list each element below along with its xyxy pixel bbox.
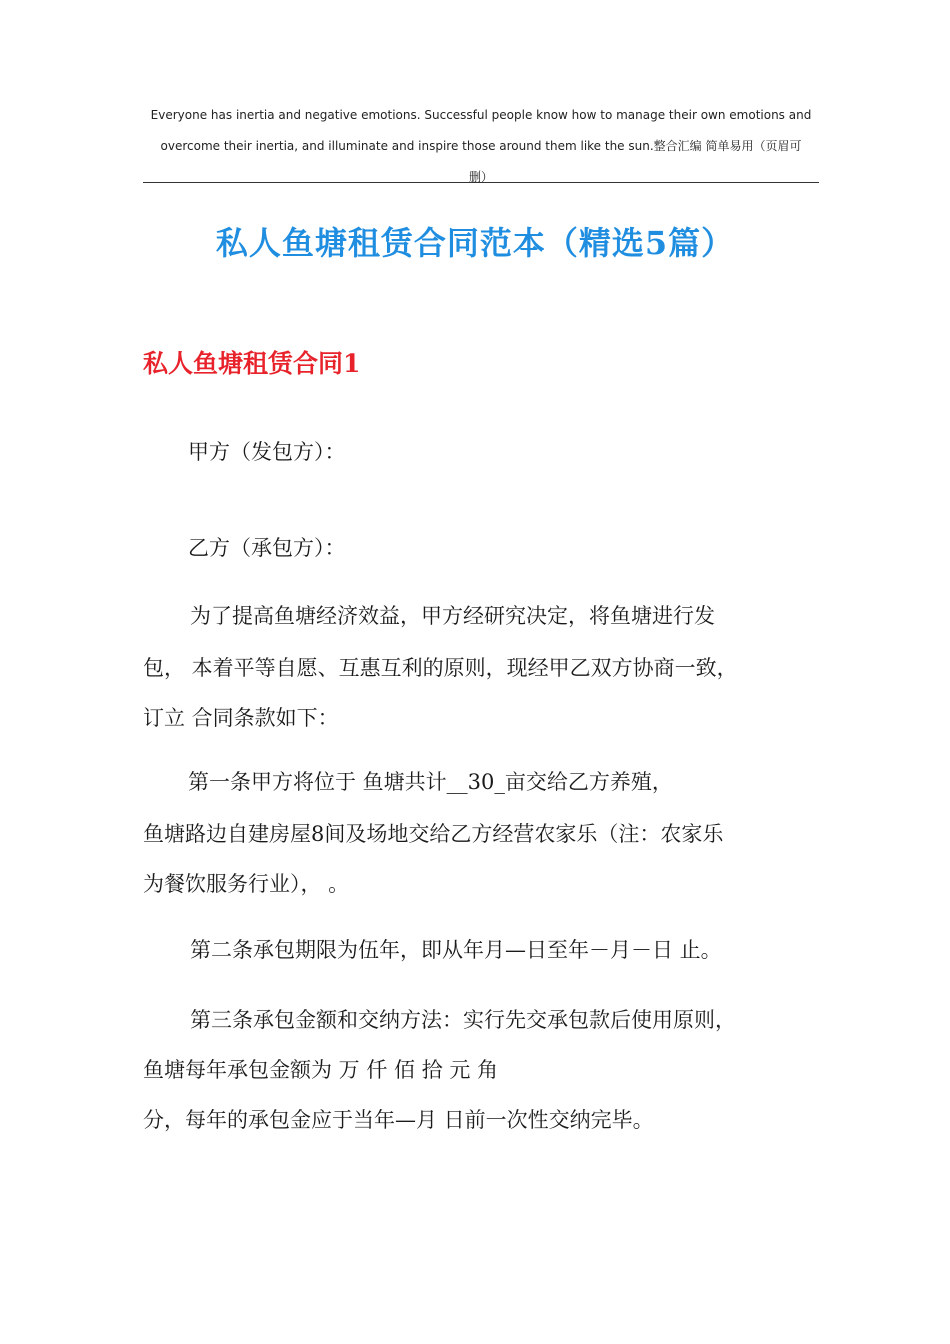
- header-line: 删）: [468, 170, 493, 184]
- header-line: Everyone has inertia and negative emotions. Successful people know how to manage their own emotions and: [150, 108, 812, 122]
- article-3-line: 分，每年的承包金应于当年—月 日前一次性交纳完毕。: [143, 1108, 654, 1132]
- document-title: 私人鱼塘租赁合同范本（精选5篇）: [215, 224, 735, 262]
- party-a-line: 甲方（发包方）：: [188, 440, 346, 464]
- article-3-line: 鱼塘每年承包金额为 万 仟 佰 拾 元 角: [143, 1058, 499, 1082]
- header-divider: [143, 182, 819, 183]
- page-header: [143, 100, 819, 193]
- article-1-line: 第一条甲方将位于 鱼塘共计__30_亩交给乙方养殖，: [188, 770, 673, 794]
- header-line: overcome their inertia, and illuminate and inspire those around them like the sun.整合汇编 简单易用（页眉可: [160, 139, 802, 153]
- intro-line: 为了提高鱼塘经济效益，甲方经研究决定，将鱼塘进行发: [190, 604, 715, 628]
- article-1-line: 鱼塘路边自建房屋8间及场地交给乙方经营农家乐（注：农家乐: [143, 822, 724, 846]
- intro-line: 订立 合同条款如下：: [143, 706, 339, 730]
- article-3-line: 第三条承包金额和交纳方法：实行先交承包款后使用原则，: [190, 1008, 736, 1032]
- section-heading: 私人鱼塘租赁合同1: [143, 349, 361, 378]
- intro-line: 包， 本着平等自愿、互惠互利的原则，现经甲乙双方协商一致，: [143, 656, 738, 680]
- party-b-line: 乙方（承包方）：: [188, 536, 346, 560]
- article-1-line: 为餐饮服务行业）， 。: [143, 872, 350, 896]
- article-2-line: 第二条承包期限为伍年，即从年月—日至年－月－日 止。: [190, 938, 722, 962]
